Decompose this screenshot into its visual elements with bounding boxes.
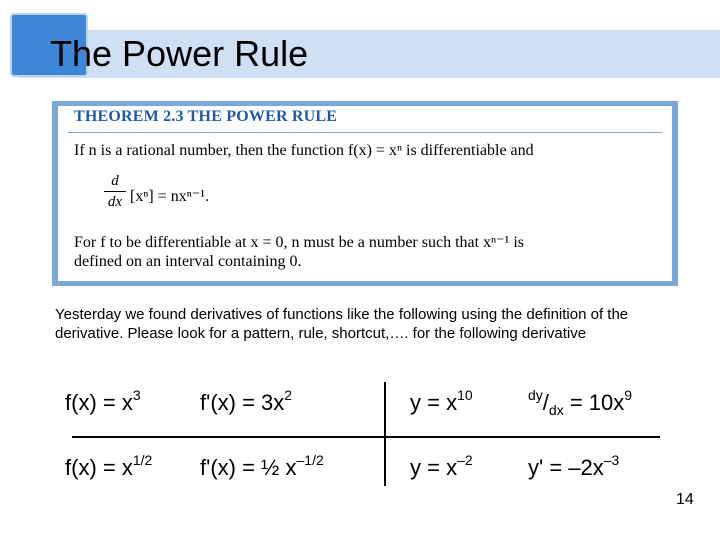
derivative-operator [102,172,128,211]
grid-horizontal-divider [72,436,660,438]
example-text: f(x) = x [65,455,133,480]
example-text: f'(x) = ½ x [200,455,297,480]
derivative-denominator: dx [107,194,123,210]
example-text: = 10x [563,390,625,415]
theorem-heading: THEOREM 2.3 THE POWER RULE [74,108,338,125]
example-text: f'(x) = 3x [200,390,285,415]
example-exponent: 9 [624,387,633,403]
example-function-2 [410,387,473,416]
grid-vertical-divider [384,382,386,486]
description-text: Yesterday we found derivatives of functions like the following using the definition of the derivative. Please look for a pattern, rule, shortcut,…. for the following derivative [55,306,629,342]
derivative-numerator: d [111,173,119,189]
theorem-line-1: If n is a rational number, then the function f(x) = xⁿ is differentiable and [74,142,534,159]
slide-title: The Power Rule [50,33,309,74]
dy-numerator: dy [528,387,543,403]
fraction-slash: / [542,390,549,415]
example-function-4 [410,452,473,481]
example-derivative-2 [528,387,633,418]
example-text: y = x [410,390,458,415]
theorem-divider [68,132,662,133]
example-exponent: 10 [457,387,473,403]
example-text: f(x) = x [65,390,133,415]
derivative-formula: [xⁿ] = nxⁿ⁻¹. [130,188,209,205]
example-exponent: 2 [284,387,293,403]
fraction-bar [104,191,126,192]
example-exponent: 3 [132,387,141,403]
dx-denominator: dx [548,402,564,418]
example-text: y = x [410,455,458,480]
example-exponent: 1/2 [132,452,153,468]
page-number: 14 [676,491,694,508]
theorem-line-3: defined on an interval containing 0. [74,253,302,270]
example-exponent: –2 [457,452,473,468]
example-function-3 [65,452,153,481]
theorem-panel [58,106,672,281]
example-text: y' = –2x [528,455,604,480]
example-derivative-4 [528,452,620,481]
example-derivative-3 [200,452,324,481]
example-derivative-1 [200,387,293,416]
theorem-line-2: For f to be differentiable at x = 0, n must be a number such that xⁿ⁻¹ is [74,234,525,251]
example-exponent: –1/2 [296,452,324,468]
example-exponent: –3 [603,452,620,468]
example-function-1 [65,387,141,416]
